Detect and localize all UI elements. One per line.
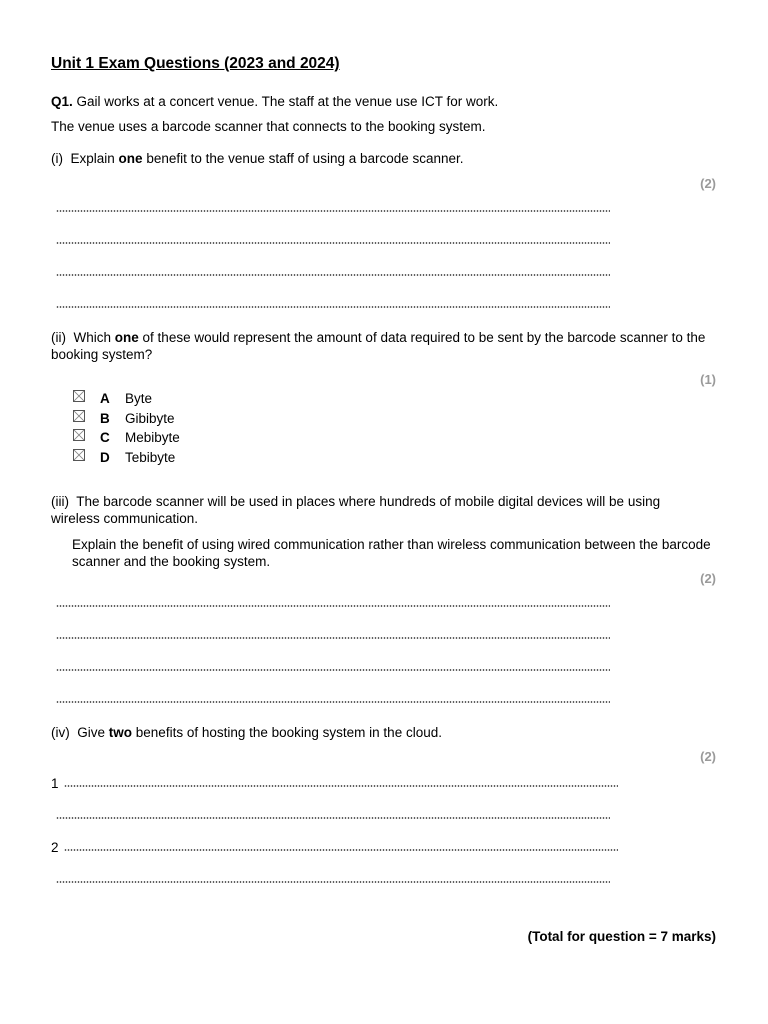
answer-line[interactable] [56, 605, 610, 607]
option-b-text: Gibibyte [125, 411, 175, 426]
answer-line[interactable] [64, 785, 618, 787]
answer-line[interactable] [56, 881, 610, 883]
part-i-pre: Explain [70, 151, 119, 166]
option-d-letter: D [100, 450, 110, 465]
option-c-letter: C [100, 430, 110, 445]
answer-line[interactable] [56, 669, 610, 671]
answer-line[interactable] [56, 242, 610, 244]
part-iv-question [51, 725, 442, 740]
part-iii-instruction: Explain the benefit of using wired communication rather than wireless communication between the barcode scanner and the booking system. [72, 537, 711, 569]
total-marks: (Total for question = 7 marks) [527, 929, 716, 944]
page-title: Unit 1 Exam Questions (2023 and 2024) [51, 55, 340, 72]
part-ii-marks: (1) [700, 372, 716, 387]
option-a-letter: A [100, 391, 110, 406]
part-iv-label: (iv) [51, 725, 70, 740]
question-intro-2: The venue uses a barcode scanner that connects to the booking system. [51, 119, 486, 134]
option-d-text: Tebibyte [125, 450, 176, 465]
part-ii-post: of these would represent the amount of data required to be sent by the barcode scanner to the booking system? [51, 330, 706, 362]
part-iii-question [51, 493, 711, 527]
intro-text-1: Gail works at a concert venue. The staff at the venue use ICT for work. [76, 94, 499, 109]
part-iii-label: (iii) [51, 494, 69, 509]
answer-line[interactable] [56, 817, 610, 819]
part-i-marks: (2) [700, 176, 716, 191]
part-i-post: benefit to the venue staff of using a barcode scanner. [142, 151, 464, 166]
answer-line[interactable] [56, 306, 610, 308]
option-a-checkbox[interactable] [73, 390, 85, 402]
part-ii-bold: one [114, 330, 139, 345]
answer-line[interactable] [56, 701, 610, 703]
part-iv-marks: (2) [700, 749, 716, 764]
part-i-bold: one [118, 151, 143, 166]
option-c-text: Mebibyte [125, 430, 180, 445]
answer-line[interactable] [56, 637, 610, 639]
option-c-checkbox[interactable] [73, 429, 85, 441]
part-iii-text: The barcode scanner will be used in places where hundreds of mobile digital devices will be using wireless communication. [51, 494, 661, 526]
option-b-letter: B [100, 411, 110, 426]
option-d-checkbox[interactable] [73, 449, 85, 461]
option-a-text: Byte [125, 391, 153, 406]
part-i-label: (i) [51, 151, 63, 166]
part-iv-post: benefits of hosting the booking system in the cloud. [132, 725, 442, 740]
part-ii-pre: Which [73, 330, 115, 345]
answer-line[interactable] [56, 274, 610, 276]
answer-line[interactable] [64, 849, 618, 851]
part-iv-bold: two [108, 725, 133, 740]
answer-line[interactable] [56, 210, 610, 212]
question-intro-1 [51, 94, 498, 109]
question-number: Q1. [51, 94, 73, 109]
answer-number-2: 2 [51, 840, 59, 855]
part-iii-marks: (2) [700, 571, 716, 586]
option-b-checkbox[interactable] [73, 410, 85, 422]
part-ii-question [51, 329, 721, 363]
part-i-question [51, 151, 464, 166]
answer-number-1: 1 [51, 776, 59, 791]
part-iv-pre: Give [77, 725, 109, 740]
part-ii-label: (ii) [51, 330, 66, 345]
